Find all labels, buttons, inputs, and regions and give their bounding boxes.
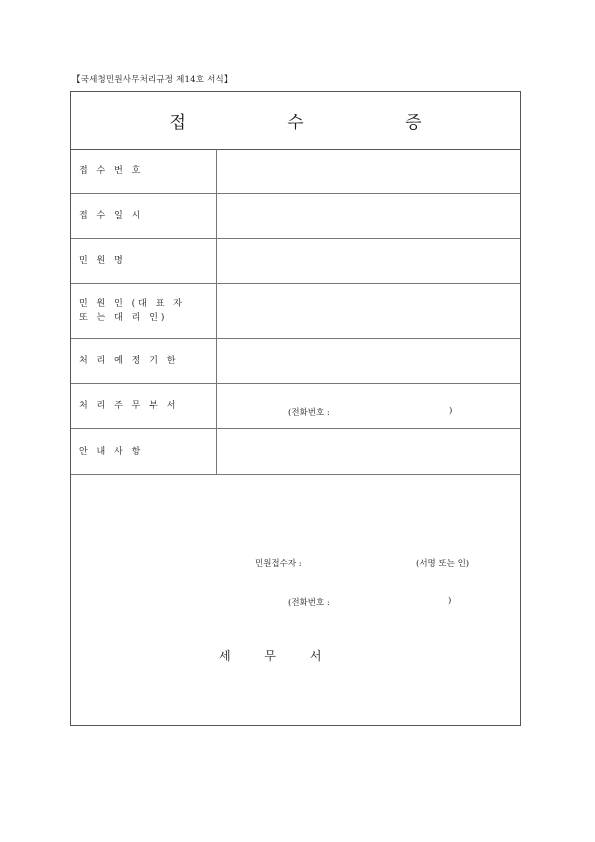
receipt-number-field[interactable] (217, 149, 520, 193)
row-department (71, 384, 520, 429)
due-date-field[interactable] (217, 339, 520, 383)
form-title: 접 수 증 (169, 113, 470, 133)
row-petitioner (71, 284, 520, 339)
sign-note: (서명 또는 인) (416, 559, 470, 569)
form-reference: 【국세청민원사무처리규정 제14호 서식】 (72, 75, 233, 85)
applicant-phone-suffix: ) (448, 596, 452, 606)
applicant-phone-prefix: (전화번호 : (288, 598, 330, 608)
row-due-date (71, 339, 520, 384)
petitioner-field[interactable] (217, 284, 520, 338)
receipt-datetime-label: 접 수 일 시 (71, 194, 217, 238)
row-notice (71, 429, 520, 475)
department-phone-suffix: ) (449, 406, 453, 416)
petition-name-label: 민 원 명 (71, 239, 217, 283)
department-label: 처 리 주 무 부 서 (71, 384, 217, 428)
row-receipt-datetime (71, 194, 520, 239)
notice-label: 안 내 사 항 (71, 429, 217, 474)
signature-area (71, 475, 520, 725)
notice-field[interactable] (217, 429, 520, 474)
department-phone (288, 406, 453, 418)
applicant-label: 민원접수자 : (255, 559, 302, 569)
row-petition-name (71, 239, 520, 284)
title-row (71, 92, 520, 150)
receipt-form (70, 91, 521, 726)
petitioner-label-line1: 민 원 인 (대 표 자 (79, 299, 185, 309)
department-phone-prefix: (전화번호 : (288, 408, 330, 418)
row-receipt-number (71, 149, 520, 194)
petition-name-field[interactable] (217, 239, 520, 283)
tax-office: 세 무 서 (219, 649, 337, 663)
applicant-phone (288, 596, 452, 608)
receipt-number-label: 접 수 번 호 (71, 149, 217, 193)
due-date-label: 처 리 예 정 기 한 (71, 339, 217, 383)
department-field[interactable] (217, 384, 520, 428)
petitioner-label-line2: 또 는 대 리 인) (79, 313, 168, 323)
petitioner-label (71, 284, 217, 338)
receipt-datetime-field[interactable] (217, 194, 520, 238)
